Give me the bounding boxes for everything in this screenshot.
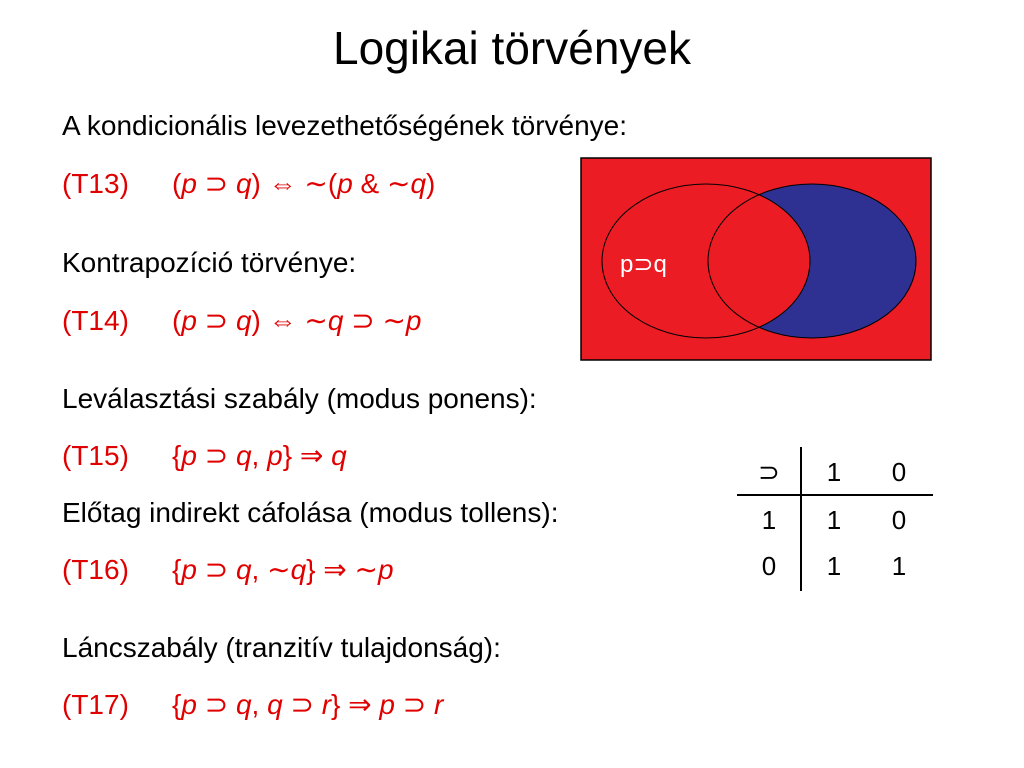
venn-diagram <box>580 157 932 361</box>
table-operator: ⊃ <box>758 457 780 487</box>
rule-tag: (T13) <box>62 168 129 199</box>
rule-tag: (T17) <box>62 689 129 720</box>
table-col-header: 1 <box>826 457 842 487</box>
rule-formula: (p ⊃ q) ⇔ ∼(p & ∼q) <box>172 168 436 199</box>
table-cell: 0 <box>891 505 907 535</box>
rule-t14 <box>62 303 422 339</box>
rule-formula: (p ⊃ q) ⇔ ∼q ⊃ ∼p <box>172 305 422 336</box>
truth-table <box>737 447 933 591</box>
table-divider-vertical <box>800 447 802 591</box>
heading-t15: Leválasztási szabály (modus ponens): <box>62 383 537 414</box>
rule-t16 <box>62 552 394 588</box>
table-row-header: 0 <box>761 551 777 581</box>
rule-formula: {p ⊃ q, q ⊃ r} ⇒ p ⊃ r <box>172 689 444 720</box>
heading-t14: Kontrapozíció törvénye: <box>62 247 357 278</box>
rule-tag: (T16) <box>62 554 129 585</box>
rule-t13 <box>62 166 435 202</box>
venn-label: p⊃q <box>620 251 667 278</box>
rule-t17 <box>62 687 443 723</box>
table-cell: 1 <box>826 505 842 535</box>
rule-formula: {p ⊃ q, ∼q} ⇒ ∼p <box>172 554 394 585</box>
heading-t16: Előtag indirekt cáfolása (modus tollens): <box>62 497 559 528</box>
heading-t13: A kondicionális levezethetőségének törvénye: <box>62 110 628 141</box>
table-divider-horizontal <box>737 494 933 496</box>
rule-t15 <box>62 438 347 474</box>
rule-tag: (T14) <box>62 305 129 336</box>
page-title: Logikai törvények <box>333 22 691 74</box>
rule-formula: {p ⊃ q, p} ⇒ q <box>172 440 347 471</box>
table-col-header: 0 <box>891 457 907 487</box>
table-cell: 1 <box>891 551 907 581</box>
rule-tag: (T15) <box>62 440 129 471</box>
table-cell: 1 <box>826 551 842 581</box>
heading-t17: Láncszabály (tranzitív tulajdonság): <box>62 632 501 663</box>
table-row-header: 1 <box>761 505 777 535</box>
